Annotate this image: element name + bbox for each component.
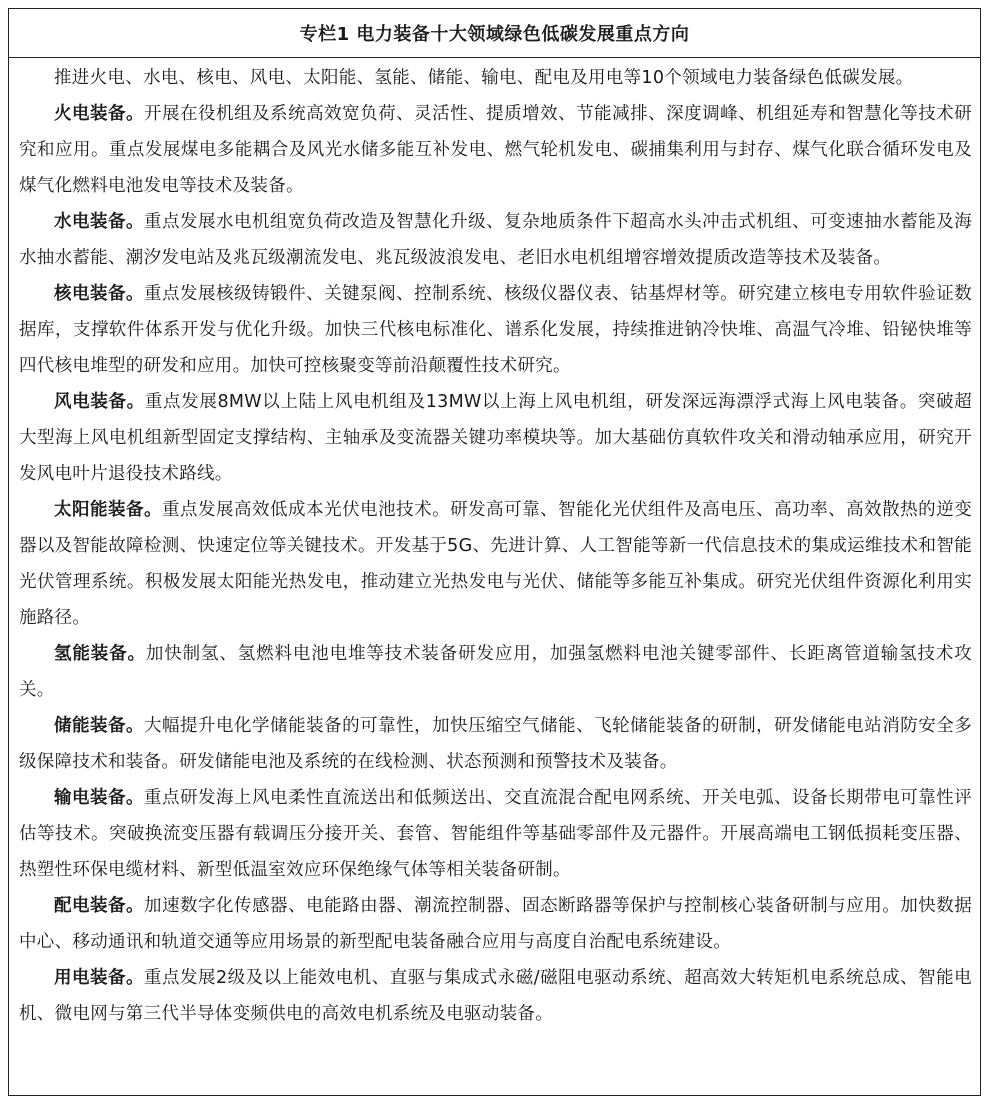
section-nuclear-power [19, 276, 972, 384]
section-heading: 核电装备。 [54, 284, 145, 304]
section-body: 加速数字化传感器、电能路由器、潮流控制器、固态断路器等保护与控制核心装备研制与应用。加快数据中心、移动通讯和轨道交通等应用场景的新型配电装备融合应用与高度自治配电系统建设。 [19, 896, 973, 952]
section-heading: 风电装备。 [54, 392, 145, 412]
section-heading: 输电装备。 [54, 788, 145, 808]
section-consumption [19, 960, 972, 1032]
intro-paragraph: 推进火电、水电、核电、风电、太阳能、氢能、储能、输电、配电及用电等10个领域电力装备绿色低碳发展。 [54, 68, 914, 88]
section-heading: 氢能装备。 [54, 644, 146, 664]
section-distribution [19, 888, 972, 960]
column-box [8, 8, 981, 1096]
section-hydro-power [19, 204, 972, 276]
section-solar-power [19, 492, 972, 636]
section-body: 重点发展水电机组宽负荷改造及智慧化升级、复杂地质条件下超高水头冲击式机组、可变速抽水蓄能及海水抽水蓄能、潮汐发电站及兆瓦级潮流发电、兆瓦级波浪发电、老旧水电机组增容增效提质改造等技术及装备。 [19, 212, 973, 268]
section-hydrogen [19, 636, 972, 708]
section-heading: 用电装备。 [54, 968, 145, 988]
section-heading: 太阳能装备。 [54, 500, 163, 520]
section-heading: 储能装备。 [54, 716, 145, 736]
section-body: 开展在役机组及系统高效宽负荷、灵活性、提质增效、节能减排、深度调峰、机组延寿和智慧化等技术研究和应用。重点发展煤电多能耦合及风光水储多能互补发电、燃气轮机发电、碳捕集利用与封存、煤气化联合循环发电及煤气化燃料电池发电等技术及装备。 [19, 104, 973, 196]
column-content [9, 58, 980, 1032]
section-body: 重点发展8MW以上陆上风电机组及13MW以上海上风电机组，研发深远海漂浮式海上风电装备。突破超大型海上风电机组新型固定支撑结构、主轴承及变流器关键功率模块等。加大基础仿真软件攻关和滑动轴承应用，研究开发风电叶片退役技术路线。 [19, 392, 973, 484]
section-body: 加快制氢、氢燃料电池电堆等技术装备研发应用，加强氢燃料电池关键零部件、长距离管道输氢技术攻关。 [19, 644, 972, 700]
section-transmission [19, 780, 972, 888]
column-title: 专栏1 电力装备十大领域绿色低碳发展重点方向 [9, 9, 980, 58]
section-energy-storage [19, 708, 972, 780]
section-body: 重点发展高效低成本光伏电池技术。研发高可靠、智能化光伏组件及高电压、高功率、高效散热的逆变器以及智能故障检测、快速定位等关键技术。开发基于5G、先进计算、人工智能等新一代信息技术的集成运维技术和智能光伏管理系统。积极发展太阳能光热发电，推动建立光热发电与光伏、储能等多能互补集成。研究光伏组件资源化利用实施路径。 [19, 500, 972, 628]
section-heading: 火电装备。 [54, 104, 145, 124]
section-heading: 水电装备。 [54, 212, 145, 232]
section-body: 大幅提升电化学储能装备的可靠性，加快压缩空气储能、飞轮储能装备的研制，研发储能电站消防安全多级保障技术和装备。研发储能电池及系统的在线检测、状态预测和预警技术及装备。 [19, 716, 973, 772]
section-heading: 配电装备。 [54, 896, 145, 916]
section-thermal-power [19, 96, 972, 204]
section-wind-power [19, 384, 972, 492]
section-body: 重点研发海上风电柔性直流送出和低频送出、交直流混合配电网系统、开关电弧、设备长期带电可靠性评估等技术。突破换流变压器有载调压分接开关、套管、智能组件等基础零部件及元器件。开展高端电工钢低损耗变压器、热塑性环保电缆材料、新型低温室效应环保绝缘气体等相关装备研制。 [19, 788, 973, 880]
section-body: 重点发展核级铸锻件、关键泵阀、控制系统、核级仪器仪表、钴基焊材等。研究建立核电专用软件验证数据库，支撑软件体系开发与优化升级。加快三代核电标准化、谱系化发展，持续推进钠冷快堆、高温气冷堆、铅铋快堆等四代核电堆型的研发和应用。加快可控核聚变等前沿颠覆性技术研究。 [19, 284, 973, 376]
section-body: 重点发展2级及以上能效电机、直驱与集成式永磁/磁阻电驱动系统、超高效大转矩机电系统总成、智能电机、微电网与第三代半导体变频供电的高效电机系统及电驱动装备。 [19, 968, 972, 1024]
